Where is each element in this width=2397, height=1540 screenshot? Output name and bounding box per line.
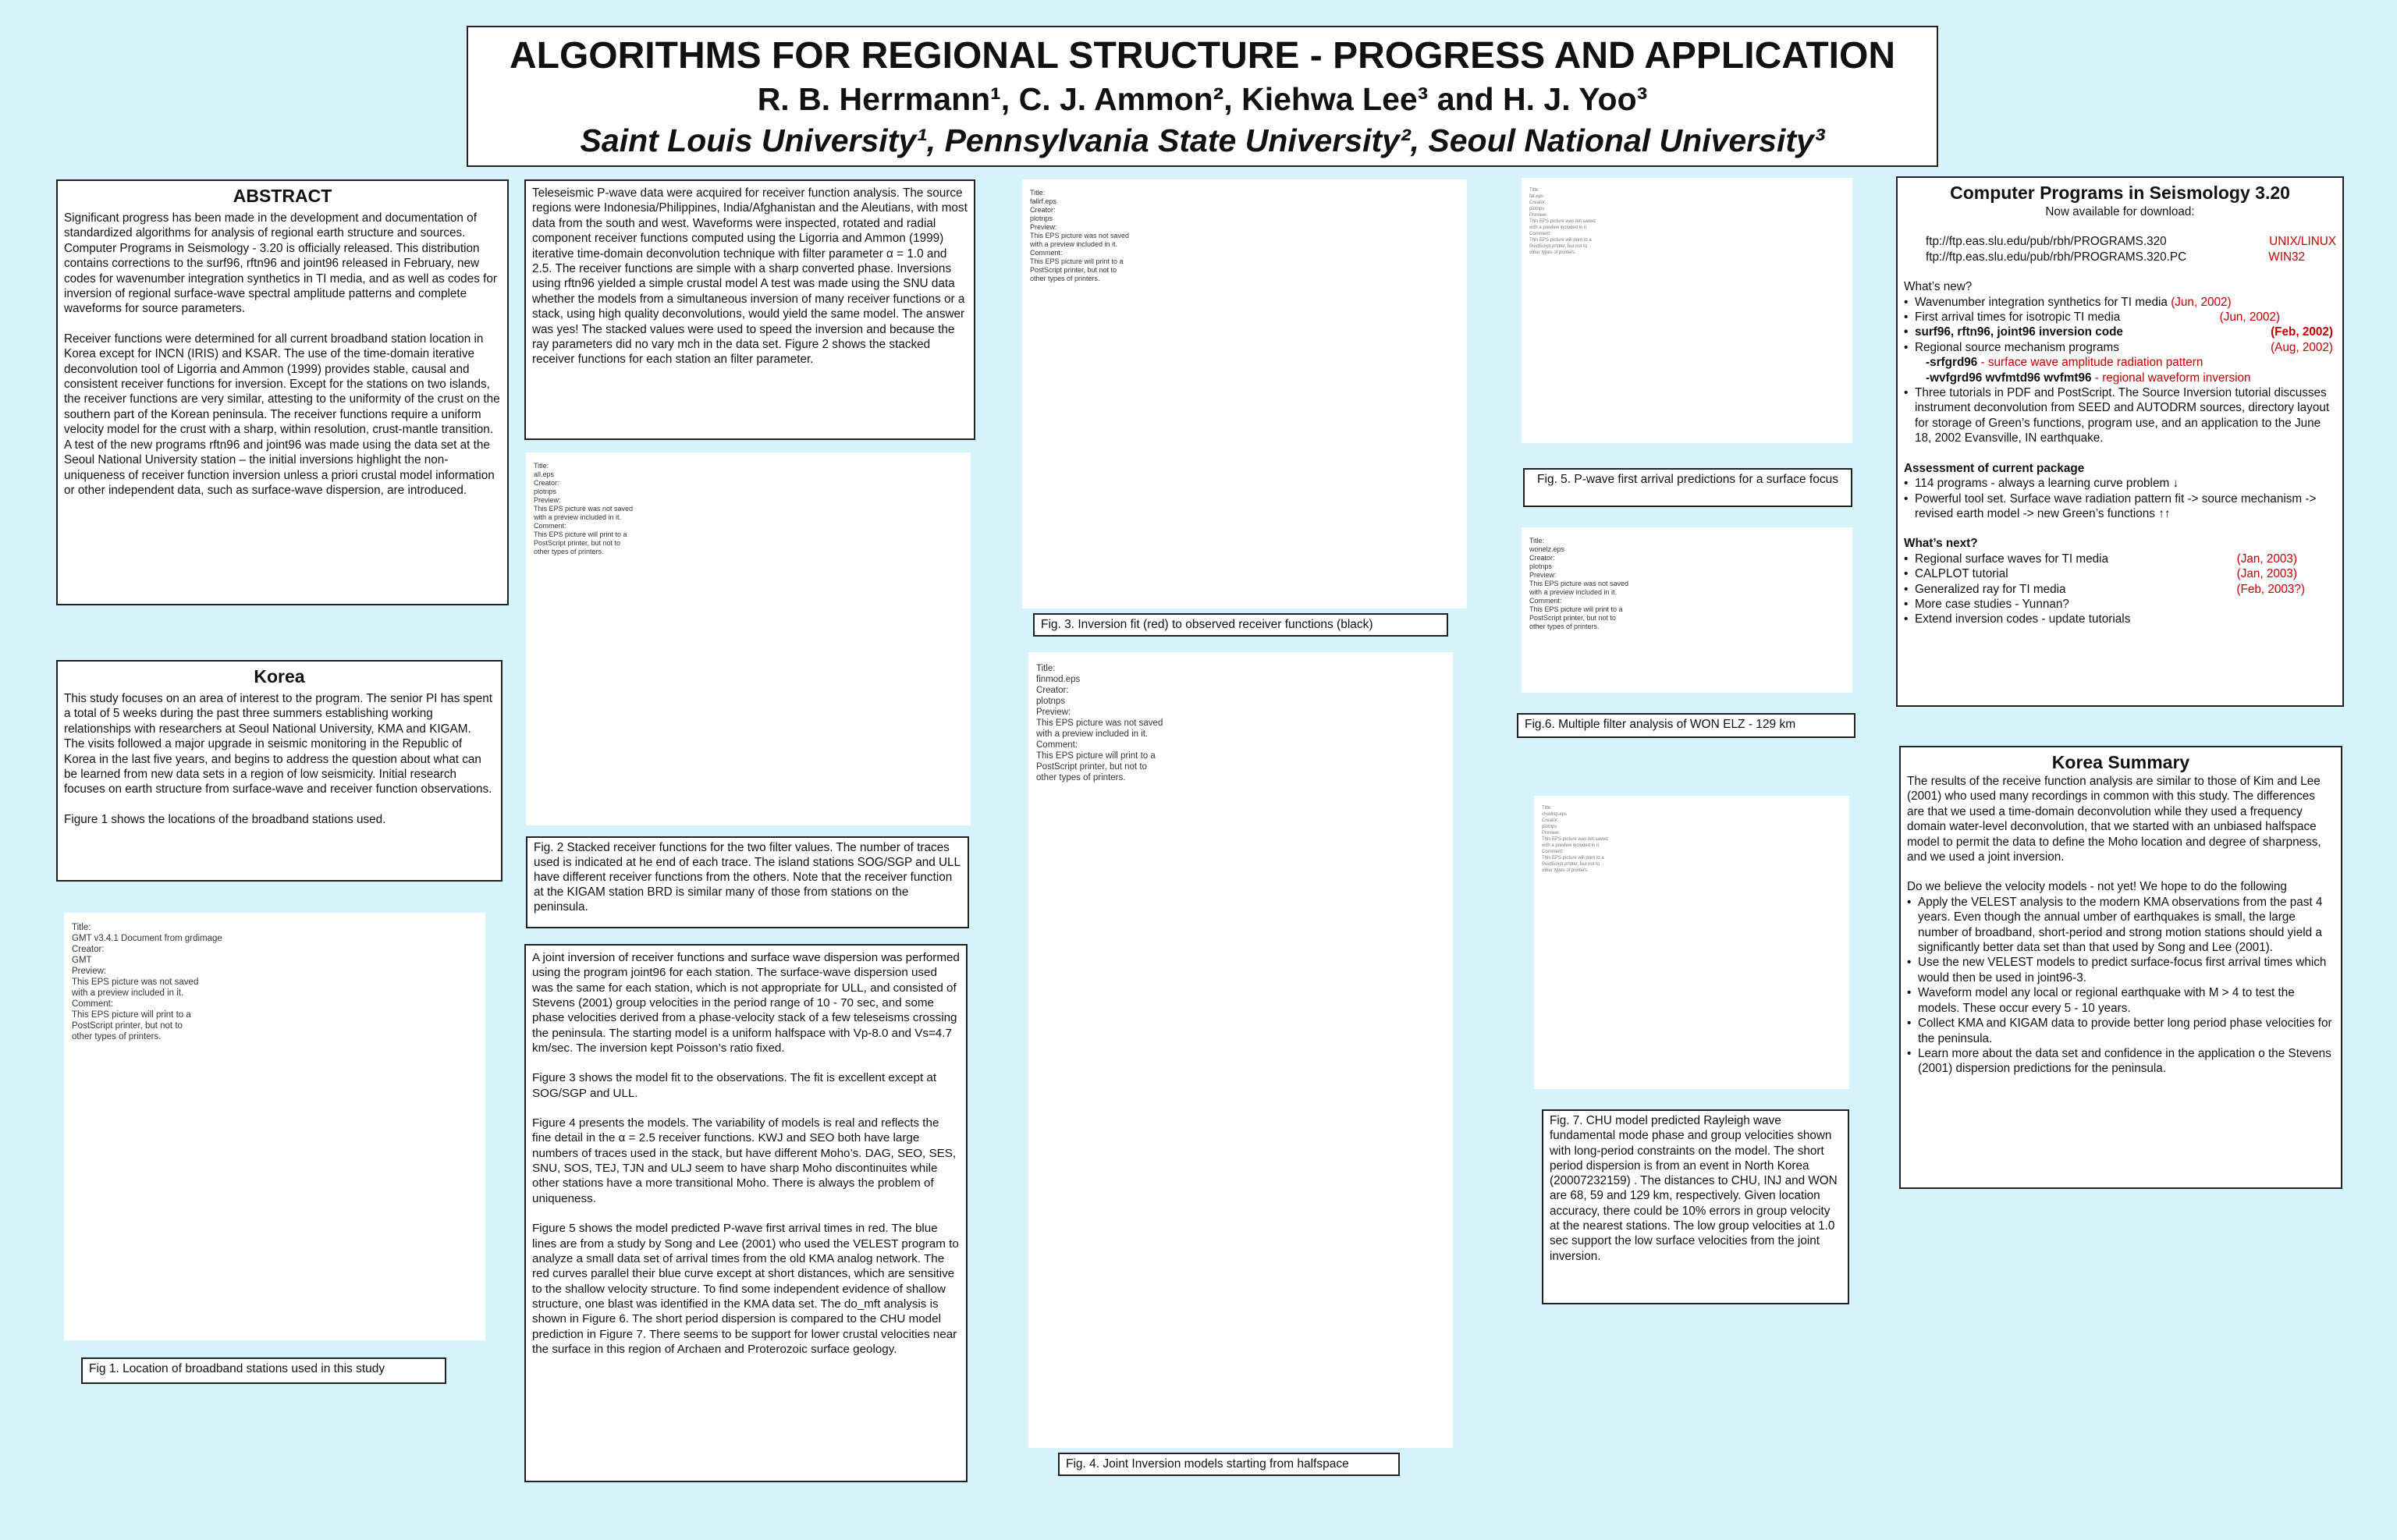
- poster-affiliations: Saint Louis University¹, Pennsylvania State University², Seoul National University³: [580, 122, 1825, 158]
- fig6-caption: Fig.6. Multiple filter analysis of WON ELZ - 129 km: [1517, 713, 1855, 738]
- eps-placeholder-line: PostScript printer, but not to: [72, 1021, 183, 1031]
- eps-placeholder-line: Preview:: [72, 967, 107, 976]
- ftp-tag-win: WIN32: [2268, 250, 2305, 264]
- joint-paragraph-3: Figure 4 presents the models. The variability of models is real and reflects the fine detail in the α = 2.5 receiver functions. KWJ and SEO both have large numbers of traces used in the stack, but have different Moho’s. DAG, SEO, SES, SNU, SOS, TEJ, TJN and ULJ seem to have sharp Moho discontinuites while other stations have a more transitional Moho. There is always the problem of uniqueness.: [532, 1116, 957, 1205]
- summary-paragraph-2: Do we believe the velocity models - not yet! We hope to do the following: [1907, 880, 2287, 894]
- eps-placeholder-line: This EPS picture will print to a: [1030, 257, 1124, 265]
- eps-placeholder-line: This EPS picture was not saved: [1542, 837, 1608, 842]
- eps-placeholder-line: This EPS picture will print to a: [72, 1010, 191, 1020]
- cps-subheading: Now available for download:: [2045, 205, 2195, 218]
- eps-placeholder-line: This EPS picture will print to a: [1529, 238, 1592, 243]
- list-item: • Regional surface waves for TI media (Jan, 2003): [1904, 552, 2336, 566]
- eps-placeholder-line: PostScript printer, but not to: [1542, 862, 1600, 867]
- eps-placeholder-line: Title:: [534, 462, 549, 470]
- eps-placeholder-line: This EPS picture was not saved: [1529, 219, 1596, 224]
- eps-placeholder-line: with a preview included in it.: [534, 513, 622, 521]
- eps-placeholder-line: Title:: [1542, 806, 1552, 811]
- eps-placeholder-line: Creator:: [1030, 206, 1056, 214]
- eps-placeholder-line: PostScript printer, but not to: [1036, 762, 1147, 772]
- eps-placeholder-line: This EPS picture was not saved: [1030, 232, 1130, 240]
- eps-placeholder-line: Comment:: [1529, 232, 1551, 236]
- fig7-eps-placeholder: [1534, 796, 1849, 1089]
- eps-placeholder-line: GMT: [72, 956, 92, 965]
- eps-placeholder-line: Title:: [1030, 189, 1046, 197]
- korea-paragraph-1: This study focuses on an area of interest to the program. The senior PI has spent a total of 5 weeks during the past three summers establishing working relationships with researchers at Seoul National University, KMA and KIGAM. The visits followed a major upgrade in seismic monitoring in the Republic of Korea in the last five years, and begins to address the question about what can be learned from new data sets in a region of low seismicity. Initial research focuses on earth structure from surface-wave and receiver function observations.: [64, 692, 493, 797]
- eps-placeholder-line: This EPS picture will print to a: [1036, 751, 1156, 761]
- summary-list: [1907, 895, 2335, 1077]
- fig6-eps-placeholder: [1522, 527, 1852, 693]
- eps-placeholder-line: chudisp.eps: [1542, 812, 1568, 817]
- list-item: • Waveform model any local or regional earthquake with M > 4 to test the models. These occur every 5 - 10 years.: [1907, 985, 2335, 1016]
- fig5-eps-placeholder: [1522, 178, 1852, 443]
- whats-next-list: [1904, 552, 2336, 627]
- eps-placeholder-line: This EPS picture will print to a: [1529, 605, 1623, 613]
- eps-placeholder-line: Creator:: [1529, 200, 1547, 205]
- cps-sub-item-wvfgrd96: -wvfgrd96 wvfmtd96 wvfmt96 - regional waveform inversion: [1926, 371, 2251, 385]
- eps-placeholder-line: Comment:: [1542, 850, 1564, 854]
- list-item: • Apply the VELEST analysis to the modern KMA observations from the past 4 years. Even though the annual umber of earthquakes is small, the large number of broadband, short-period and strong motion stations should yield a significantly better data set than that used by Song and Lee (2001).: [1907, 895, 2335, 956]
- eps-placeholder-line: plotnps: [534, 488, 557, 495]
- eps-placeholder-line: plotnps: [1529, 562, 1553, 570]
- list-item: • More case studies - Yunnan?: [1904, 597, 2336, 612]
- eps-placeholder-line: with a preview included in it.: [1529, 225, 1588, 230]
- eps-placeholder-line: PostScript printer, but not to: [1529, 614, 1617, 622]
- eps-placeholder-line: Creator:: [1036, 686, 1069, 695]
- eps-placeholder-line: Creator:: [72, 945, 105, 954]
- eps-placeholder-line: Comment:: [72, 999, 114, 1009]
- summary-paragraph-1: The results of the receive function analysis are similar to those of Kim and Lee (2001) who used many recordings in common with this study. The differences are that we used a time-domain deconvolution while they used a frequency domain water-level deconvolution, that we started with an unbiased halfspace model to permit the data to define the Moho location and degree of sharpness, and we used a joint inversion.: [1907, 775, 2321, 864]
- list-item: • Generalized ray for TI media (Feb, 2003?): [1904, 582, 2336, 597]
- fig5-caption: Fig. 5. P-wave first arrival predictions for a surface focus: [1523, 468, 1852, 507]
- fig2-eps-placeholder: [526, 452, 971, 825]
- ftp-tag-unix: UNIX/LINUX: [2269, 235, 2336, 249]
- eps-placeholder-line: This EPS picture was not saved: [534, 505, 634, 513]
- eps-placeholder-line: fat.eps: [1529, 194, 1544, 199]
- eps-placeholder-line: other types of printers.: [1542, 868, 1589, 873]
- ftp-row-win[interactable]: [1904, 250, 2336, 264]
- list-item: • Collect KMA and KIGAM data to provide better long period phase velocities for the peninsula.: [1907, 1016, 2335, 1046]
- cps-panel: [1896, 176, 2344, 707]
- abstract-paragraph-1: Significant progress has been made in the development and documentation of standardized algorithms for analysis of regional earth structure and sources. Computer Programs in Seismology - 3.20 is officially released. This distribution contains corrections to the surf96, rftn96 and joint96 released in February, new codes for wavenumber integration synthetics in TI media, and as well as codes for inversion of regional surface-wave spectral amplitude patterns and complete waveforms for source parameters.: [64, 211, 497, 316]
- eps-placeholder-line: PostScript printer, but not to: [1030, 266, 1117, 274]
- eps-placeholder-line: Creator:: [1529, 554, 1555, 562]
- eps-placeholder-line: Comment:: [1036, 740, 1078, 750]
- eps-placeholder-line: other types of printers.: [1036, 773, 1126, 782]
- eps-placeholder-line: Preview:: [534, 496, 561, 504]
- eps-placeholder-line: other types of printers.: [1529, 623, 1600, 630]
- assessment-item-1: • 114 programs - always a learning curve problem ↓: [1904, 476, 2336, 491]
- ftp-link-win[interactable]: ftp://ftp.eas.slu.edu/pub/rbh/PROGRAMS.320.PC: [1926, 250, 2187, 264]
- fig2-caption: Fig. 2 Stacked receiver functions for the two filter values. The number of traces used is indicated at he end of each trace. The island stations SOG/SGP and ULL have different receiver functions from the others. Note that the receiver function at the KIGAM station BRD is similar many of those from stations on the peninsula.: [526, 836, 969, 928]
- korea-summary-panel: [1899, 746, 2342, 1189]
- eps-placeholder-line: Preview:: [1542, 831, 1561, 836]
- cps-heading: Computer Programs in Seismology 3.20: [1950, 183, 2290, 203]
- eps-placeholder-line: plotnps: [1542, 825, 1557, 829]
- korea-heading: Korea: [254, 666, 305, 687]
- list-item: • Learn more about the data set and confidence in the application o the Stevens (2001) dispersion predictions for the peninsula.: [1907, 1046, 2335, 1077]
- eps-placeholder-line: This EPS picture will print to a: [1542, 856, 1604, 860]
- fig3-caption: Fig. 3. Inversion fit (red) to observed receiver functions (black): [1033, 613, 1448, 637]
- eps-placeholder-line: all.eps: [534, 470, 555, 478]
- poster-title-block: [467, 26, 1938, 167]
- eps-placeholder-line: Comment:: [534, 522, 566, 530]
- assessment-heading: Assessment of current package: [1904, 461, 2085, 475]
- korea-panel: [56, 660, 502, 882]
- list-item: • Wavenumber integration synthetics for TI media (Jun, 2002): [1904, 295, 2336, 310]
- eps-placeholder-line: Preview:: [1036, 708, 1071, 717]
- eps-placeholder-line: Creator:: [534, 479, 559, 487]
- eps-placeholder-line: fallrf.eps: [1030, 197, 1057, 205]
- eps-placeholder-line: Preview:: [1030, 223, 1057, 231]
- eps-placeholder-line: Title:: [1529, 188, 1539, 193]
- poster-authors: R. B. Herrmann¹, C. J. Ammon², Kiehwa Lee³ and H. J. Yoo³: [757, 81, 1648, 117]
- eps-placeholder-line: with a preview included in it.: [1036, 729, 1149, 739]
- eps-placeholder-line: This EPS picture will print to a: [534, 530, 627, 538]
- eps-placeholder-line: This EPS picture was not saved: [1036, 719, 1163, 728]
- teleseismic-panel: [524, 179, 975, 440]
- whats-new-list: [1904, 295, 2336, 356]
- abstract-heading: ABSTRACT: [233, 186, 332, 206]
- eps-placeholder-line: plotnps: [1036, 697, 1066, 706]
- eps-placeholder-line: with a preview included in it.: [1030, 240, 1118, 248]
- eps-placeholder-line: other types of printers.: [1030, 275, 1100, 282]
- eps-placeholder-line: PostScript printer, but not to: [1529, 244, 1588, 249]
- eps-placeholder-line: with a preview included in it.: [1542, 843, 1600, 848]
- ftp-link-unix[interactable]: ftp://ftp.eas.slu.edu/pub/rbh/PROGRAMS.320: [1926, 235, 2167, 249]
- eps-placeholder-line: Title:: [72, 923, 91, 932]
- abstract-panel: [56, 179, 509, 605]
- eps-placeholder-line: other types of printers.: [1529, 250, 1576, 255]
- list-item: • surf96, rftn96, joint96 inversion code (Feb, 2002): [1904, 325, 2336, 339]
- ftp-row-unix[interactable]: [1904, 234, 2336, 249]
- eps-placeholder-line: Title:: [1036, 664, 1056, 673]
- korea-paragraph-2: Figure 1 shows the locations of the broadband stations used.: [64, 812, 386, 826]
- eps-placeholder-line: wonelz.eps: [1529, 545, 1565, 553]
- fig7-caption: Fig. 7. CHU model predicted Rayleigh wave fundamental mode phase and group velocities shown with long-period constraints on the model. The short period dispersion is from an event in North Korea (20007232159) . The distances to CHU, INJ and WON are 68, 59 and 129 km, respectively. Given location accuracy, there could be 10% errors in group velocity at the nearest stations. The low group velocities at 1.0 sec support the low surface velocities from the joint inversion.: [1542, 1109, 1849, 1304]
- eps-placeholder-line: with a preview included in it.: [1529, 588, 1618, 596]
- fig1-caption: Fig 1. Location of broadband stations used in this study: [81, 1357, 446, 1384]
- eps-placeholder-line: plotnps: [1529, 207, 1545, 211]
- poster-title: ALGORITHMS FOR REGIONAL STRUCTURE - PROGRESS AND APPLICATION: [509, 35, 1896, 76]
- fig1-eps-placeholder: [64, 913, 485, 1340]
- eps-placeholder-line: Comment:: [1030, 249, 1063, 257]
- eps-placeholder-line: Creator:: [1542, 818, 1559, 823]
- list-item: • Use the new VELEST models to predict surface-focus first arrival times which would then be used in joint96-3.: [1907, 955, 2335, 985]
- eps-placeholder-line: PostScript printer, but not to: [534, 539, 621, 547]
- eps-placeholder-line: Comment:: [1529, 597, 1562, 605]
- cps-tutorials-item: • Three tutorials in PDF and PostScript. The Source Inversion tutorial discusses instrument deconvolution from SEED and AUTODRM sources, directory layout for storage of Green’s functions, program use, and an application to the June 18, 2002 Evansville, IN earthquake.: [1904, 385, 2336, 446]
- list-item: • Extend inversion codes - update tutorials: [1904, 612, 2336, 626]
- list-item: • First arrival times for isotropic TI media (Jun, 2002): [1904, 310, 2336, 325]
- eps-placeholder-line: Title:: [1529, 537, 1545, 545]
- joint-paragraph-4: Figure 5 shows the model predicted P-wave first arrival times in red. The blue lines are from a study by Song and Lee (2001) who used the VELEST program to analyze a small data set of arrival times from the old KMA analog network. The red curves parallel their blue curve except at short distances, which are sensitive to the shallow velocity structure. To find some independent evidence of shallow structure, one blast was identified in the KMA data set. The do_mft analysis is shown in Figure 6. The short period dispersion is compared to the CHU model prediction in Figure 7. There seems to be support for lower crustal velocities near the surface in this region of Archaen and Proterozoic surface geology.: [532, 1222, 959, 1356]
- summary-heading: Korea Summary: [2051, 752, 2190, 772]
- eps-placeholder-line: finmod.eps: [1036, 675, 1081, 684]
- joint-paragraph-2: Figure 3 shows the model fit to the observations. The fit is excellent except at SOG/SGP and ULL.: [532, 1071, 937, 1100]
- cps-sub-item-srfgrd96: -srfgrd96 - surface wave amplitude radiation pattern: [1926, 356, 2203, 370]
- fig4-eps-placeholder: [1028, 652, 1453, 1448]
- eps-placeholder-line: This EPS picture was not saved: [1529, 580, 1629, 587]
- teleseismic-paragraph: Teleseismic P-wave data were acquired for receiver function analysis. The source regions were Indonesia/Philippines, India/Afghanistan and the Aleutians, with most data from the south and west. Waveforms were inspected, rotated and radial component receiver functions computed using the Ligorria and Ammon (1999) iterative time-domain deconvolution technique with filter parameter α = 1.0 and 2.5. The receiver functions are simple with a sharp converted phase. Inversions using rftn96 yielded a simple crustal model A test was made using the SNU data whether the models from a simultaneous inversion of many receiver functions or a stack, using high quality deconvolutions, would yield the same model. The answer was yes! The stacked values were used to speed the inversion and because the ray parameters did no vary mch in the data set. Figure 2 shows the stacked receiver functions for each station an filter parameter.: [532, 186, 968, 367]
- eps-placeholder-line: GMT v3.4.1 Document from grdimage: [72, 934, 222, 943]
- whats-next-heading: What’s next?: [1904, 537, 1978, 551]
- assessment-item-2: • Powerful tool set. Surface wave radiation pattern fit -> source mechanism -> revised earth model -> new Green’s functions ↑↑: [1904, 491, 2336, 522]
- eps-placeholder-line: with a preview included in it.: [72, 988, 184, 998]
- joint-inversion-panel: [524, 944, 968, 1482]
- joint-paragraph-1: A joint inversion of receiver functions and surface wave dispersion was performed using the program joint96 for each station. The surface-wave dispersion used was the same for each station, which is not appropriate for ULL, and consisted of Stevens (2001) group velocities in the period range of 10 - 70 sec, and some phase velocities derived from a phase-velocity stack of a few teleseisms crossing the peninsula. The starting model is a uniform halfspace with Vp-8.0 and Vs=4.7 km/sec. The inversion kept Poisson’s ratio fixed.: [532, 951, 960, 1056]
- eps-placeholder-line: This EPS picture was not saved: [72, 978, 199, 987]
- eps-placeholder-line: other types of printers.: [72, 1032, 162, 1041]
- list-item: • CALPLOT tutorial (Jan, 2003): [1904, 566, 2336, 581]
- whats-new-heading: What’s new?: [1904, 280, 1973, 294]
- eps-placeholder-line: other types of printers.: [534, 548, 604, 555]
- abstract-paragraph-2: Receiver functions were determined for all current broadband station location in Korea except for INCN (IRIS) and KSAR. The use of the time-domain iterative deconvolution tool of Ligorria and Ammon (1999) provides stable, causal and consistent receiver functions for inversion. Except for the stations on two islands, the receiver functions are very similar, attesting to the uniformity of the crust on the southern part of the Korean peninsula. The receiver functions require a uniform velocity model for the crust with a sharp, within resolution, crust-mantle transition. A test of the new programs rftn96 and joint96 was made using the data set at the Seoul National University station – the initial inversions highlight the non-uniqueness of receiver function inversion unless a priori crustal model information or other independent data, such as surface-wave dispersion, are introduced.: [64, 332, 500, 497]
- fig3-eps-placeholder: [1022, 179, 1467, 609]
- eps-placeholder-line: Preview:: [1529, 213, 1548, 218]
- eps-placeholder-line: Preview:: [1529, 571, 1557, 579]
- list-item: • Regional source mechanism programs (Aug, 2002): [1904, 340, 2336, 355]
- eps-placeholder-line: plotnps: [1030, 215, 1053, 222]
- fig4-caption: Fig. 4. Joint Inversion models starting from halfspace: [1058, 1453, 1400, 1476]
